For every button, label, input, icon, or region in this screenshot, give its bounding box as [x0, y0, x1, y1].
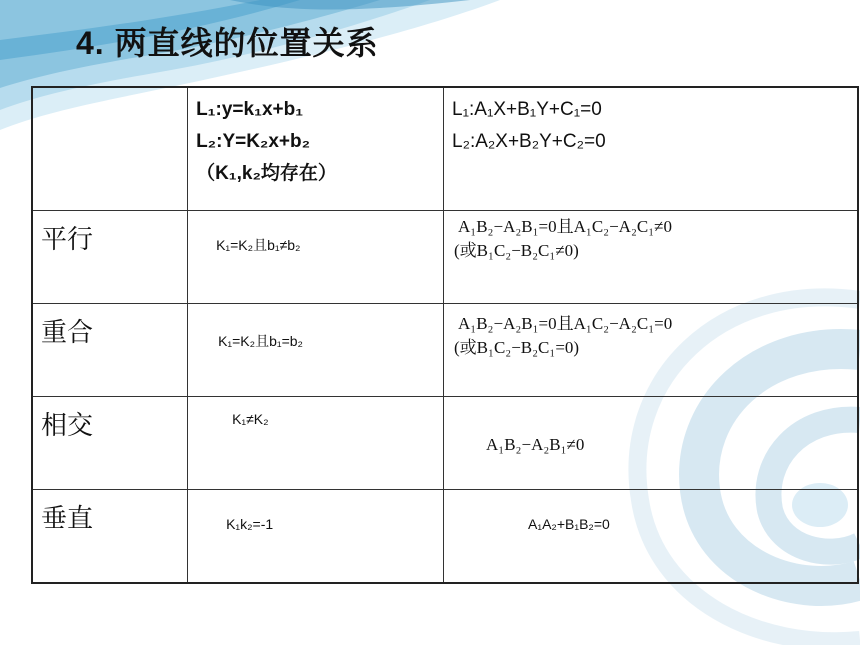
header-empty-cell	[32, 87, 188, 211]
row-label-cell	[32, 490, 188, 584]
row-label: 相交	[41, 411, 94, 441]
slope-form-note: （K₁,k₂均存在）	[196, 163, 337, 184]
row-label: 重合	[41, 318, 94, 348]
general-condition-line2: (或B₁C₂−B₂C₁≠0)	[454, 241, 579, 260]
general-condition-cell	[444, 211, 858, 304]
row-label-cell	[32, 397, 188, 490]
general-condition-cell	[444, 304, 858, 397]
slope-condition: K₁k₂=-1	[226, 516, 274, 532]
general-condition-line1: A₁B₂−A₂B₁=0且A₁C₂−A₂C₁=0	[458, 314, 673, 333]
slope-condition-cell	[188, 304, 444, 397]
table-row-coincide	[32, 304, 858, 397]
general-condition-cell	[444, 397, 858, 490]
row-label: 平行	[41, 225, 94, 255]
general-condition-line1: A₁A₂+B₁B₂=0	[528, 516, 610, 532]
slope-form-line1: L₁:y=k₁x+b₁	[196, 99, 304, 120]
row-label: 垂直	[41, 504, 94, 534]
row-label-cell	[32, 304, 188, 397]
header-slope-form	[188, 87, 444, 211]
table-header-row	[32, 87, 858, 211]
slope-condition-cell	[188, 211, 444, 304]
header-general-form	[444, 87, 858, 211]
table-row-parallel	[32, 211, 858, 304]
general-condition-line2: (或B₁C₂−B₂C₁=0)	[454, 338, 580, 357]
table-row-perpendicular	[32, 490, 858, 584]
slope-condition-cell	[188, 490, 444, 584]
general-form-line2: L₂:A₂X+B₂Y+C₂=0	[452, 131, 606, 152]
slope-form-line2: L₂:Y=K₂x+b₂	[196, 131, 311, 152]
general-condition-line1: A₁B₂−A₂B₁≠0	[486, 435, 585, 454]
slope-condition: K₁≠K₂	[232, 411, 269, 427]
page-title: 4. 两直线的位置关系	[76, 25, 379, 61]
row-label-cell	[32, 211, 188, 304]
general-form-line1: L₁:A₁X+B₁Y+C₁=0	[452, 99, 602, 120]
general-condition-cell	[444, 490, 858, 584]
slope-condition: K₁=K₂且b₁≠b₂	[216, 237, 301, 253]
table-row-intersect	[32, 397, 858, 490]
slope-condition-cell	[188, 397, 444, 490]
slope-condition: K₁=K₂且b₁=b₂	[218, 333, 303, 349]
relation-table	[31, 86, 859, 584]
general-condition-line1: A₁B₂−A₂B₁=0且A₁C₂−A₂C₁≠0	[458, 217, 672, 236]
